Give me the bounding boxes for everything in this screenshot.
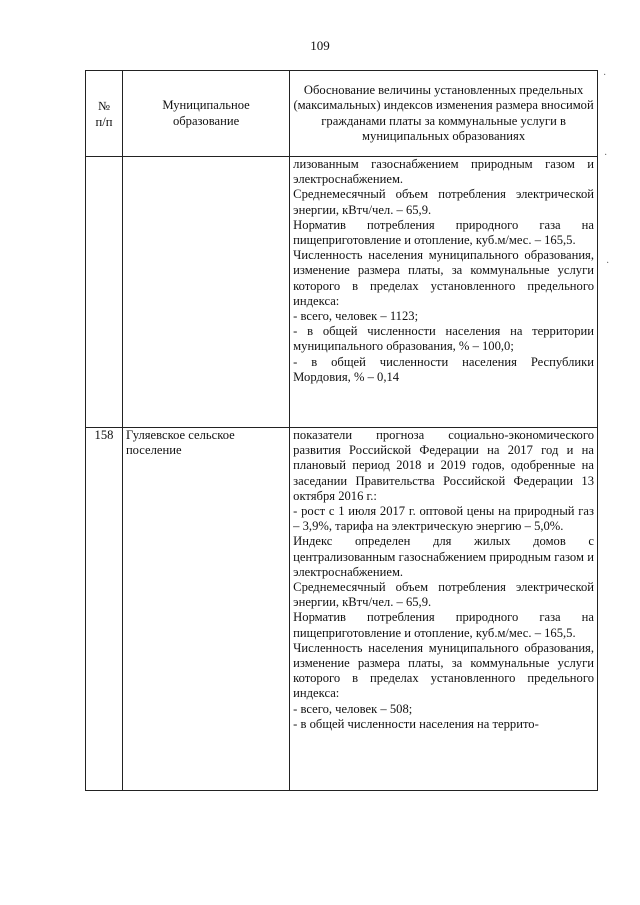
basis-paragraph: Численность населения муниципального образования, изменение размера платы, за коммунальные услуги которого в пределах установленного предельного индекса: [293, 640, 594, 701]
basis-paragraph: Норматив потребления природного газа на пищеприготовление и отопление, куб.м/мес. – 165,5. [293, 610, 594, 640]
row-number: 158 [86, 428, 123, 791]
page-number: 109 [310, 38, 330, 53]
table-row [86, 428, 598, 791]
header-basis: Обоснование величины установленных предельных (максимальных) индексов изменения размера вносимой гражданами платы за коммунальные услуги в муниципальных образованиях [290, 71, 598, 157]
basis-paragraph: - всего, человек – 508; [293, 701, 413, 716]
basis-paragraph: - в общей численности населения на террито- [293, 716, 539, 731]
table-row [86, 157, 598, 428]
header-number-line2: п/п [95, 114, 113, 129]
basis-paragraph: Норматив потребления природного газа на пищеприготовление и отопление, куб.м/мес. – 165,5. [293, 217, 594, 248]
basis-paragraph: - всего, человек – 1123; [293, 309, 419, 324]
header-number-line1: № [97, 98, 110, 113]
row-basis [290, 157, 598, 428]
header-municipality-line1: Муниципальное [162, 98, 250, 113]
row-basis [290, 428, 598, 791]
basis-paragraph: - в общей численности населения Республики Мордовия, % – 0,14 [293, 354, 594, 384]
basis-paragraph: лизованным газоснабжением природным газом и электроснабжением. [293, 157, 594, 187]
basis-paragraph: - в общей численности населения на территории муниципального образования, % – 100,0; [293, 324, 594, 354]
table-header-row [86, 71, 598, 157]
basis-paragraph: Численность населения муниципального образования, изменение размера платы, за коммунальные услуги которого в пределах установленного предельного индекса: [293, 248, 594, 308]
basis-paragraph: Среднемесячный объем потребления электрической энергии, кВтч/чел. – 65,9. [293, 187, 594, 217]
basis-paragraph: показатели прогноза социально-экономического развития Российской Федерации на 2017 год и на плановый период 2018 и 2019 годов, одобренные на заседании Правительства Российской Федерации 13 октября 2016 г.: [293, 428, 594, 503]
header-number [86, 71, 123, 157]
indices-table [85, 70, 598, 791]
basis-paragraph: Среднемесячный объем потребления электрической энергии, кВтч/чел. – 65,9. [293, 580, 594, 610]
header-municipality [122, 71, 289, 157]
basis-paragraph: - рост с 1 июля 2017 г. оптовой цены на природный газ – 3,9%, тарифа на электрическую энергию – 5,0%. [293, 504, 594, 534]
row-municipality [122, 157, 289, 428]
scan-mark: · [604, 150, 608, 161]
row-number [86, 157, 123, 428]
basis-paragraph: Индекс определен для жилых домов с централизованным газоснабжением природным газом и электроснабжением. [293, 534, 594, 579]
row-municipality: Гуляевское сельское поселение [122, 428, 289, 791]
scan-mark: · [603, 70, 607, 81]
scan-mark: · [606, 258, 610, 269]
header-municipality-line2: образование [172, 113, 240, 128]
